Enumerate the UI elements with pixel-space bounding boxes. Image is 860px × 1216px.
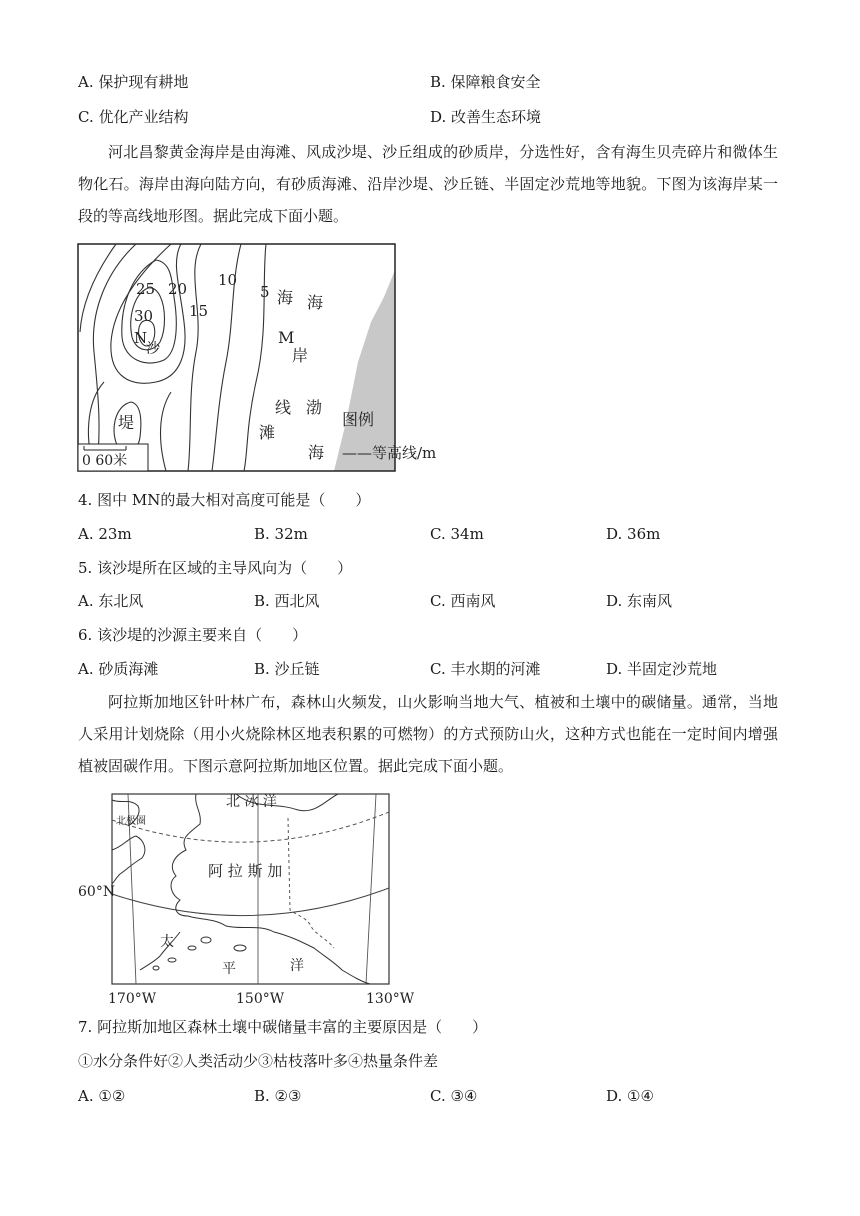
q3-option-c: C. 优化产业结构 [78, 108, 189, 126]
q4-option-c: C. 34m [430, 525, 484, 543]
label-tan: 滩 [259, 423, 276, 442]
q6-option-b: B. 沙丘链 [254, 660, 320, 678]
scale-label: 0 60米 [82, 453, 128, 469]
meridian-130w [366, 794, 376, 984]
contour-map [76, 242, 456, 474]
q3-option-d: D. 改善生态环境 [430, 108, 542, 126]
q6-stem: 6. 该沙堤的沙源主要来自（ ） [78, 626, 308, 644]
contour-label-30: 30 [134, 307, 154, 325]
label-arctic-ocean: 北 冰 洋 [226, 794, 277, 810]
q5-option-a: A. 东北风 [78, 592, 144, 610]
parallel-60n [112, 888, 389, 916]
q3-option-a: A. 保护现有耕地 [78, 73, 189, 91]
label-pacific-3: 洋 [290, 958, 304, 974]
label-hai-3: 海 [308, 443, 325, 462]
q4-stem: 4. 图中 MN的最大相对高度可能是（ ） [78, 491, 371, 509]
canada-border [288, 818, 334, 948]
label-pacific-1: 太 [160, 934, 174, 950]
point-n: N [134, 329, 148, 347]
alaska-coastline [171, 794, 370, 984]
alaska-map-frame [112, 794, 389, 984]
bohai-sea-area [334, 270, 395, 471]
q6-option-d: D. 半固定沙荒地 [606, 660, 718, 678]
passage-coast: 河北昌黎黄金海岸是由海滩、风成沙堤、沙丘组成的砂质岸，分选性好，含有海生贝壳碎片和微体生物化石。海岸由海向陆方向，有砂质海滩、沿岸沙堤、沙丘链、半固定沙荒地等地貌。下图为该海岸某一段的等高线地形图。据此完成下面小题。 [78, 143, 778, 225]
label-sha: 沙 [146, 341, 160, 357]
label-60n: 60°N [78, 884, 116, 900]
label-alaska: 阿 拉 斯 加 [208, 862, 283, 880]
contour-label-20: 20 [168, 280, 188, 298]
label-hai-2: 海 [307, 293, 324, 312]
q6-option-c: C. 丰水期的河滩 [430, 660, 541, 678]
label-150w: 150°W [236, 991, 285, 1007]
contour-label-10: 10 [218, 271, 238, 289]
label-hai-1: 海 [277, 288, 294, 307]
passage-alaska: 阿拉斯加地区针叶林广布，森林山火频发，山火影响当地大气、植被和土壤中的碳储量。通常，当地人采用计划烧除（用小火烧除林区地表积累的可燃物）的方式预防山火，这种方式也能在一定时间内增强植被固碳作用。下图示意阿拉斯加地区位置。据此完成下面小题。 [78, 693, 778, 775]
contour-left-2 [80, 244, 116, 332]
contour-label-5: 5 [260, 283, 270, 301]
arctic-circle [112, 812, 389, 842]
q7-items: ①水分条件好②人类活动少③枯枝落叶多④热量条件差 [78, 1052, 439, 1070]
contour-label-15: 15 [189, 302, 209, 320]
legend-title: 图例 [342, 410, 375, 429]
point-m: M [278, 328, 295, 347]
q5-option-d: D. 东南风 [606, 592, 673, 610]
q6-option-a: A. 砂质海滩 [78, 660, 159, 678]
label-an: 岸 [292, 346, 309, 365]
q7-stem: 7. 阿拉斯加地区森林土壤中碳储量丰富的主要原因是（ ） [78, 1018, 488, 1036]
contour-lower [161, 392, 171, 471]
q5-option-b: B. 西北风 [254, 592, 320, 610]
alaska-map [76, 790, 416, 1008]
q7-option-b: B. ②③ [254, 1087, 302, 1105]
q4-option-b: B. 32m [254, 525, 308, 543]
label-arctic-circle: 北极圈 [116, 816, 146, 827]
q7-option-a: A. ①② [78, 1087, 126, 1105]
q7-option-d: D. ①④ [606, 1087, 654, 1105]
legend-item: ——等高线/m [342, 444, 437, 462]
contour-15 [188, 244, 201, 471]
label-pacific-2: 平 [222, 961, 236, 977]
label-170w: 170°W [108, 991, 157, 1007]
q3-option-b: B. 保障粮食安全 [430, 73, 541, 91]
label-xian: 线 [275, 398, 292, 417]
q4-option-a: A. 23m [78, 525, 132, 543]
contour-label-25: 25 [136, 280, 156, 298]
label-bo: 渤 [306, 398, 323, 417]
q4-option-d: D. 36m [606, 525, 661, 543]
russia-coast [112, 836, 145, 884]
label-di: 堤 [118, 413, 135, 432]
label-130w: 130°W [366, 991, 415, 1007]
q7-option-c: C. ③④ [430, 1087, 478, 1105]
q5-stem: 5. 该沙堤所在区域的主导风向为（ ） [78, 559, 353, 577]
q5-option-c: C. 西南风 [430, 592, 496, 610]
